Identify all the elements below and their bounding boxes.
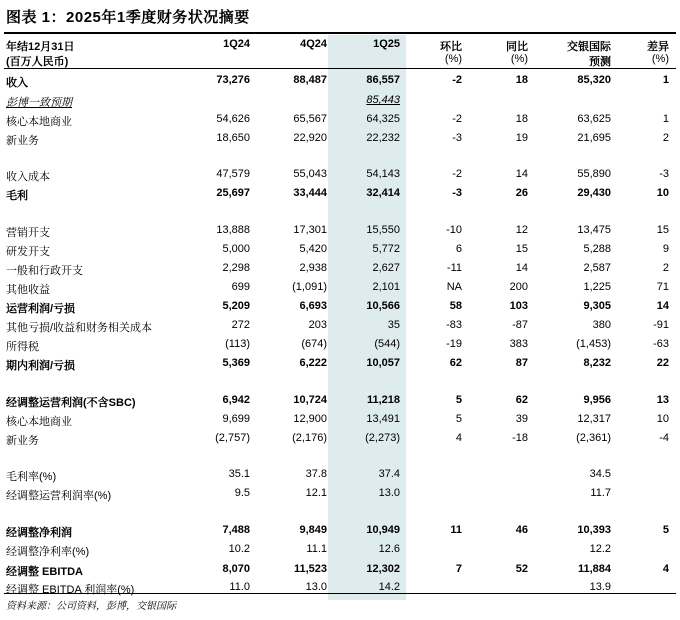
cell-c2: (2,176) bbox=[292, 432, 327, 444]
cell-c3: 13,491 bbox=[366, 413, 400, 425]
cell-c1: 10.2 bbox=[228, 543, 250, 555]
cell-c5: 103 bbox=[509, 300, 528, 312]
cell-c4: -3 bbox=[452, 132, 462, 144]
cell-c3: 10,949 bbox=[366, 524, 400, 536]
cell-c2: 88,487 bbox=[293, 74, 327, 86]
table-row bbox=[0, 278, 680, 298]
cell-c5: 14 bbox=[515, 262, 528, 274]
table-row bbox=[0, 110, 680, 130]
header-1q24: 1Q24 bbox=[223, 38, 250, 50]
cell-c6: 9,305 bbox=[583, 300, 611, 312]
cell-c5: 18 bbox=[515, 74, 528, 86]
table-row bbox=[0, 335, 680, 355]
cell-c6: 11,884 bbox=[577, 563, 611, 575]
row-label: 经调整净利率(%) bbox=[6, 546, 90, 558]
cell-c1: 18,650 bbox=[216, 132, 250, 144]
cell-c1: 73,276 bbox=[216, 74, 250, 86]
cell-c5: 14 bbox=[515, 168, 528, 180]
cell-c6: 34.5 bbox=[589, 468, 611, 480]
cell-c2: 9,849 bbox=[299, 524, 327, 536]
cell-c6: (1,453) bbox=[576, 338, 611, 350]
cell-c1: 54,626 bbox=[216, 113, 250, 125]
cell-c2: 11.1 bbox=[306, 543, 327, 555]
cell-c2: 22,920 bbox=[293, 132, 327, 144]
cell-c5: -18 bbox=[512, 432, 528, 444]
table-row bbox=[0, 429, 680, 449]
header-diff-unit: (%) bbox=[651, 53, 669, 65]
cell-c3: 13.0 bbox=[378, 487, 400, 499]
cell-c4: 11 bbox=[450, 524, 462, 536]
cell-c7: -63 bbox=[653, 338, 669, 350]
cell-c2: 11,523 bbox=[293, 563, 327, 575]
table-row bbox=[0, 91, 680, 111]
cell-c1: (113) bbox=[225, 338, 250, 350]
cell-c6: 12,317 bbox=[577, 413, 611, 425]
cell-c5: 12 bbox=[515, 224, 528, 236]
cell-c2: 65,567 bbox=[293, 113, 327, 125]
row-label: 经调整净利润 bbox=[6, 527, 72, 539]
row-label: 研发开支 bbox=[6, 246, 50, 258]
cell-c6: 10,393 bbox=[577, 524, 611, 536]
cell-c3: 86,557 bbox=[366, 74, 400, 86]
row-label: 经调整 EBITDA bbox=[6, 566, 83, 578]
cell-c5: 87 bbox=[515, 357, 528, 369]
cell-c4: 5 bbox=[455, 413, 462, 425]
footer-divider bbox=[4, 593, 676, 594]
row-label: 所得税 bbox=[6, 341, 39, 353]
cell-c7: 5 bbox=[662, 524, 669, 536]
table-row bbox=[0, 240, 680, 260]
cell-c5: 26 bbox=[515, 187, 528, 199]
cell-c6: 85,320 bbox=[577, 74, 611, 86]
header-4q24: 4Q24 bbox=[300, 38, 327, 50]
cell-c2: 37.8 bbox=[305, 468, 327, 480]
table-row bbox=[0, 71, 680, 91]
row-label: 经调整 EBITDA 利润率(%) bbox=[6, 584, 135, 596]
cell-c1: 47,579 bbox=[216, 168, 250, 180]
cell-c4: 62 bbox=[449, 357, 462, 369]
row-label: 核心本地商业 bbox=[6, 116, 72, 128]
cell-c5: 62 bbox=[515, 394, 528, 406]
cell-c7: -3 bbox=[659, 168, 669, 180]
cell-c6: (2,361) bbox=[576, 432, 611, 444]
table-row bbox=[0, 221, 680, 241]
cell-c1: (2,757) bbox=[215, 432, 250, 444]
cell-c4: -3 bbox=[452, 187, 462, 199]
cell-c7: 2 bbox=[662, 132, 669, 144]
cell-c2: 33,444 bbox=[293, 187, 327, 199]
cell-c1: 5,209 bbox=[222, 300, 250, 312]
cell-c2: 6,222 bbox=[299, 357, 327, 369]
cell-c5: 15 bbox=[515, 243, 528, 255]
table-row bbox=[0, 316, 680, 336]
row-label: 毛利率(%) bbox=[6, 471, 57, 483]
cell-c7: 9 bbox=[662, 243, 669, 255]
cell-c4: 5 bbox=[455, 394, 462, 406]
header-diff: 差异 bbox=[647, 41, 669, 53]
cell-c4: -2 bbox=[452, 168, 462, 180]
cell-c7: 14 bbox=[656, 300, 669, 312]
table-row bbox=[0, 560, 680, 580]
cell-c6: 8,232 bbox=[583, 357, 611, 369]
cell-c1: 5,000 bbox=[222, 243, 250, 255]
cell-c6: 9,956 bbox=[583, 394, 611, 406]
table-row bbox=[0, 259, 680, 279]
table-row bbox=[0, 354, 680, 374]
cell-c1: 6,942 bbox=[222, 394, 250, 406]
cell-c2: 12.1 bbox=[305, 487, 327, 499]
cell-c5: -87 bbox=[512, 319, 528, 331]
cell-c2: 10,724 bbox=[293, 394, 327, 406]
row-label: 运营利润/亏损 bbox=[6, 303, 76, 315]
table-row bbox=[0, 465, 680, 485]
cell-c5: 383 bbox=[509, 338, 528, 350]
cell-c1: 272 bbox=[231, 319, 250, 331]
row-label: 期内利润/亏损 bbox=[6, 360, 76, 372]
cell-c6: 5,288 bbox=[583, 243, 611, 255]
cell-c1: 11.0 bbox=[229, 581, 250, 593]
title-divider bbox=[4, 32, 676, 34]
cell-c6: 21,695 bbox=[577, 132, 611, 144]
row-label: 经调整运营利润(不含SBC) bbox=[6, 397, 136, 409]
cell-c2: 2,938 bbox=[299, 262, 327, 274]
table-row bbox=[0, 391, 680, 411]
cell-c4: -2 bbox=[452, 113, 462, 125]
cell-c6: 13.9 bbox=[589, 581, 611, 593]
cell-c1: 2,298 bbox=[222, 262, 250, 274]
row-label: 一般和行政开支 bbox=[6, 265, 83, 277]
cell-c7: 22 bbox=[656, 357, 669, 369]
cell-c3: (2,273) bbox=[365, 432, 400, 444]
cell-c3: 2,101 bbox=[372, 281, 400, 293]
cell-c1: 699 bbox=[231, 281, 250, 293]
cell-c7: 10 bbox=[656, 187, 669, 199]
cell-c2: 55,043 bbox=[293, 168, 327, 180]
cell-c2: 12,900 bbox=[293, 413, 327, 425]
cell-c3: 5,772 bbox=[372, 243, 400, 255]
cell-c5: 18 bbox=[515, 113, 528, 125]
cell-c6: 12.2 bbox=[589, 543, 611, 555]
cell-c3: 14.2 bbox=[378, 581, 400, 593]
cell-c3: 64,325 bbox=[366, 113, 400, 125]
cell-c4: -19 bbox=[446, 338, 462, 350]
cell-c3: 35 bbox=[387, 319, 400, 331]
row-label: 核心本地商业 bbox=[6, 416, 72, 428]
row-label: 新业务 bbox=[6, 435, 39, 447]
cell-c3: 2,627 bbox=[372, 262, 400, 274]
cell-c5: 39 bbox=[515, 413, 528, 425]
cell-c2: 13.0 bbox=[305, 581, 327, 593]
cell-c3: 85,443 bbox=[366, 94, 400, 106]
cell-c2: 203 bbox=[308, 319, 327, 331]
cell-c4: -11 bbox=[446, 262, 462, 274]
header-divider bbox=[4, 68, 676, 69]
table-row bbox=[0, 297, 680, 317]
cell-c3: 12,302 bbox=[366, 563, 400, 575]
row-label: 其他亏损/收益和财务相关成本 bbox=[6, 322, 153, 334]
cell-c4: 4 bbox=[455, 432, 462, 444]
cell-c7: 13 bbox=[656, 394, 669, 406]
cell-c6: 11.7 bbox=[590, 487, 611, 499]
cell-c6: 29,430 bbox=[577, 187, 611, 199]
row-label: 毛利 bbox=[6, 190, 28, 202]
cell-c1: 7,488 bbox=[222, 524, 250, 536]
table-row bbox=[0, 484, 680, 504]
cell-c7: 1 bbox=[662, 113, 669, 125]
cell-c5: 19 bbox=[515, 132, 528, 144]
row-label: 新业务 bbox=[6, 135, 39, 147]
row-label: 收入 bbox=[6, 77, 28, 89]
cell-c7: 4 bbox=[662, 563, 669, 575]
cell-c1: 35.1 bbox=[228, 468, 250, 480]
cell-c4: 6 bbox=[455, 243, 462, 255]
row-label: 其他收益 bbox=[6, 284, 50, 296]
cell-c4: -10 bbox=[446, 224, 462, 236]
cell-c6: 1,225 bbox=[583, 281, 611, 293]
source-note: 资料来源：公司资料，彭博，交银国际 bbox=[6, 601, 176, 612]
table-row bbox=[0, 578, 680, 598]
cell-c6: 13,475 bbox=[577, 224, 611, 236]
table-row bbox=[0, 129, 680, 149]
row-label: 彭博一致预期 bbox=[6, 97, 72, 109]
cell-c7: 10 bbox=[656, 413, 669, 425]
cell-c1: 9,699 bbox=[222, 413, 250, 425]
cell-c3: 22,232 bbox=[366, 132, 400, 144]
cell-c2: 5,420 bbox=[299, 243, 327, 255]
header-label-line1: 年结12月31日 bbox=[6, 41, 75, 53]
header-yoy-unit: (%) bbox=[510, 53, 528, 65]
cell-c3: 37.4 bbox=[378, 468, 400, 480]
cell-c4: 7 bbox=[455, 563, 462, 575]
cell-c4: -2 bbox=[452, 74, 462, 86]
header-1q25: 1Q25 bbox=[373, 38, 400, 50]
cell-c5: 200 bbox=[509, 281, 528, 293]
cell-c1: 25,697 bbox=[216, 187, 250, 199]
cell-c4: 58 bbox=[449, 300, 462, 312]
cell-c3: 10,057 bbox=[366, 357, 400, 369]
cell-c6: 55,890 bbox=[577, 168, 611, 180]
table-row bbox=[0, 410, 680, 430]
cell-c3: 32,414 bbox=[366, 187, 400, 199]
header-qoq-unit: (%) bbox=[444, 53, 462, 65]
row-label: 收入成本 bbox=[6, 171, 50, 183]
row-label: 经调整运营利润率(%) bbox=[6, 490, 112, 502]
header-bocom-forecast: 预测 bbox=[589, 56, 611, 68]
page-title: 图表 1：2025年1季度财务状况摘要 bbox=[6, 9, 250, 26]
cell-c7: -91 bbox=[653, 319, 669, 331]
cell-c6: 63,625 bbox=[577, 113, 611, 125]
cell-c3: 10,566 bbox=[366, 300, 400, 312]
header-label-line2: (百万人民币) bbox=[6, 56, 69, 68]
cell-c6: 2,587 bbox=[583, 262, 611, 274]
row-label: 营销开支 bbox=[6, 227, 50, 239]
cell-c5: 52 bbox=[515, 563, 528, 575]
cell-c3: 12.6 bbox=[378, 543, 400, 555]
cell-c3: 54,143 bbox=[366, 168, 400, 180]
cell-c4: -83 bbox=[446, 319, 462, 331]
cell-c1: 8,070 bbox=[222, 563, 250, 575]
cell-c1: 13,888 bbox=[216, 224, 250, 236]
cell-c3: (544) bbox=[374, 338, 400, 350]
cell-c7: 2 bbox=[662, 262, 669, 274]
table-row bbox=[0, 184, 680, 204]
table-row bbox=[0, 540, 680, 560]
cell-c6: 380 bbox=[592, 319, 611, 331]
header-bocom: 交银国际 bbox=[567, 41, 611, 53]
cell-c1: 9.5 bbox=[234, 487, 250, 499]
cell-c2: 17,301 bbox=[293, 224, 327, 236]
cell-c3: 11,218 bbox=[366, 394, 400, 406]
cell-c2: (1,091) bbox=[292, 281, 327, 293]
cell-c7: 15 bbox=[656, 224, 669, 236]
header-yoy: 同比 bbox=[506, 41, 528, 53]
cell-c2: (674) bbox=[301, 338, 327, 350]
cell-c4: NA bbox=[446, 281, 462, 293]
table-row bbox=[0, 521, 680, 541]
cell-c2: 6,693 bbox=[299, 300, 327, 312]
header-qoq: 环比 bbox=[440, 41, 462, 53]
cell-c7: -4 bbox=[659, 432, 669, 444]
cell-c7: 1 bbox=[662, 74, 669, 86]
cell-c7: 71 bbox=[656, 281, 669, 293]
cell-c5: 46 bbox=[515, 524, 528, 536]
table-row bbox=[0, 165, 680, 185]
cell-c1: 5,369 bbox=[222, 357, 250, 369]
cell-c3: 15,550 bbox=[366, 224, 400, 236]
